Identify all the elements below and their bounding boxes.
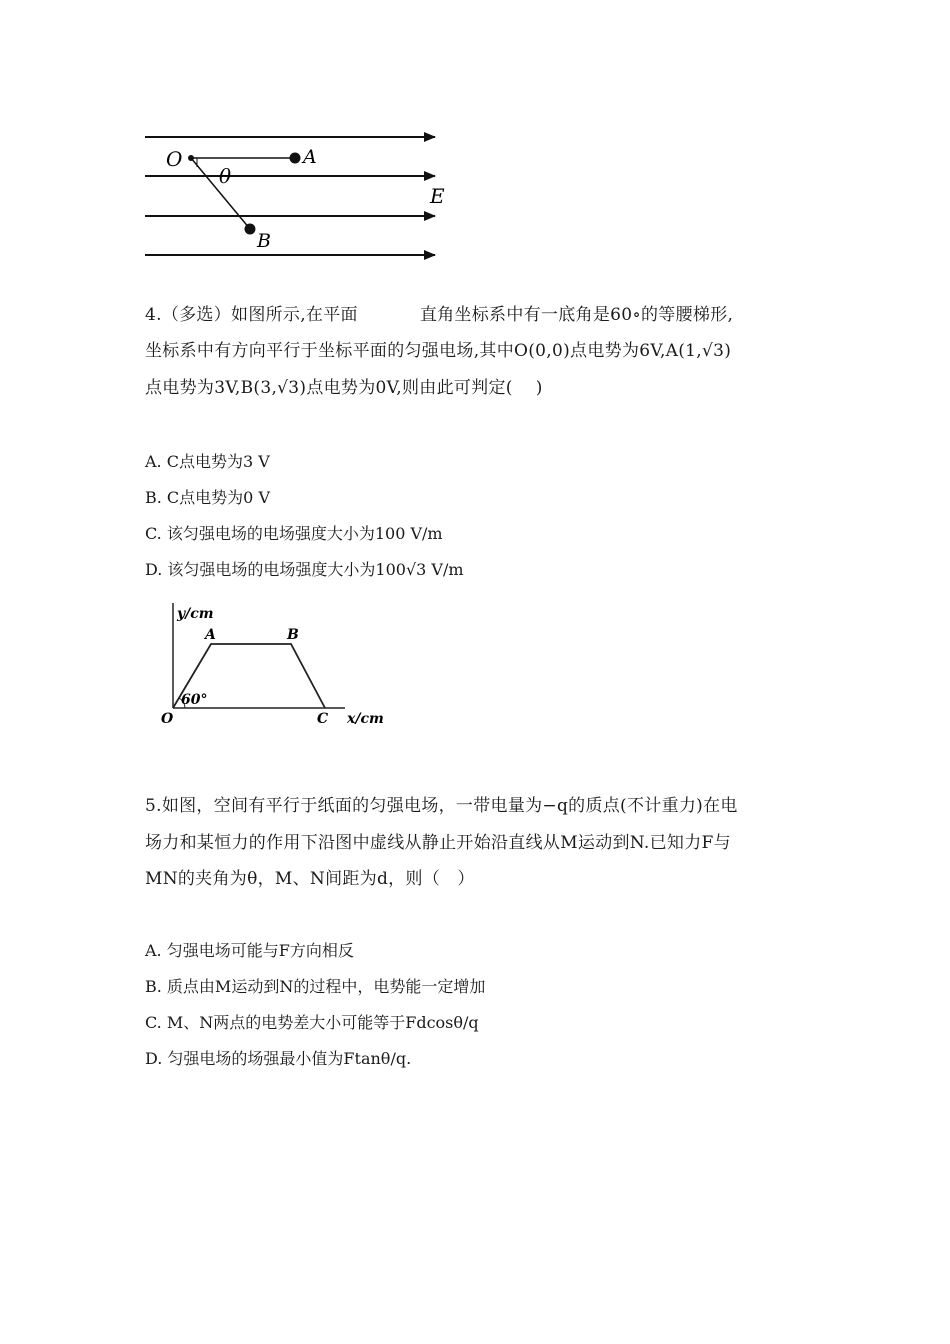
q5-option-c: C. M、N两点的电势差大小可能等于Fdcosθ/q [145,1013,479,1032]
q4-option-a: A. C点电势为3 V [145,452,270,471]
label-e: E [430,184,445,208]
label-b: B [257,230,271,252]
point-b [245,224,256,235]
q4-stem-line-1-part-1: 4.（多选）如图所示,在平面 [145,305,358,325]
point-a [290,153,301,164]
q5-stem-line-2: 场力和某恒力的作用下沿图中虚线从静止开始沿直线从M运动到N.已知力F与 [145,833,731,853]
q5-stem-line-1: 5.如图，空间有平行于纸面的匀强电场，一带电量为−q的质点(不计重力)在电 [145,796,738,816]
point-o [188,155,194,161]
trapezoid-figure [155,595,400,730]
label-theta: θ [219,164,232,188]
q5-option-d: D. 匀强电场的场强最小值为Ftanθ/q. [145,1049,412,1068]
label-o: O [161,711,174,727]
label-b: B [287,627,299,643]
q4-option-c: C. 该匀强电场的电场强度大小为100 V/m [145,524,443,543]
q5-option-b: B. 质点由M运动到N的过程中，电势能一定增加 [145,977,486,996]
label-a: A [303,146,317,168]
q4-stem-line-1-part-2: 直角坐标系中有一底角是60∘的等腰梯形, [419,305,734,325]
q4-stem-line-2: 坐标系中有方向平行于坐标平面的匀强电场,其中O(0,0)点电势为6V,A(1,√3) [145,341,732,361]
y-axis-label: y/cm [177,606,214,622]
field-lines-figure [140,125,460,270]
x-axis-label: x/cm [347,711,384,727]
label-c: C [317,711,329,727]
label-a: A [205,627,216,643]
label-o: O [166,147,183,171]
angle-label: 60° [181,692,208,708]
q5-option-a: A. 匀强电场可能与F方向相反 [145,941,354,960]
q5-stem-line-3: MN的夹角为θ，M、N间距为d，则（ ） [145,869,475,889]
q4-option-b: B. C点电势为0 V [145,488,270,507]
q4-option-d: D. 该匀强电场的电场强度大小为100√3 V/m [145,560,464,579]
q4-stem-line-1 [145,300,733,325]
q4-stem-line-3: 点电势为3V,B(3,√3)点电势为0V,则由此可判定( ) [145,378,543,398]
